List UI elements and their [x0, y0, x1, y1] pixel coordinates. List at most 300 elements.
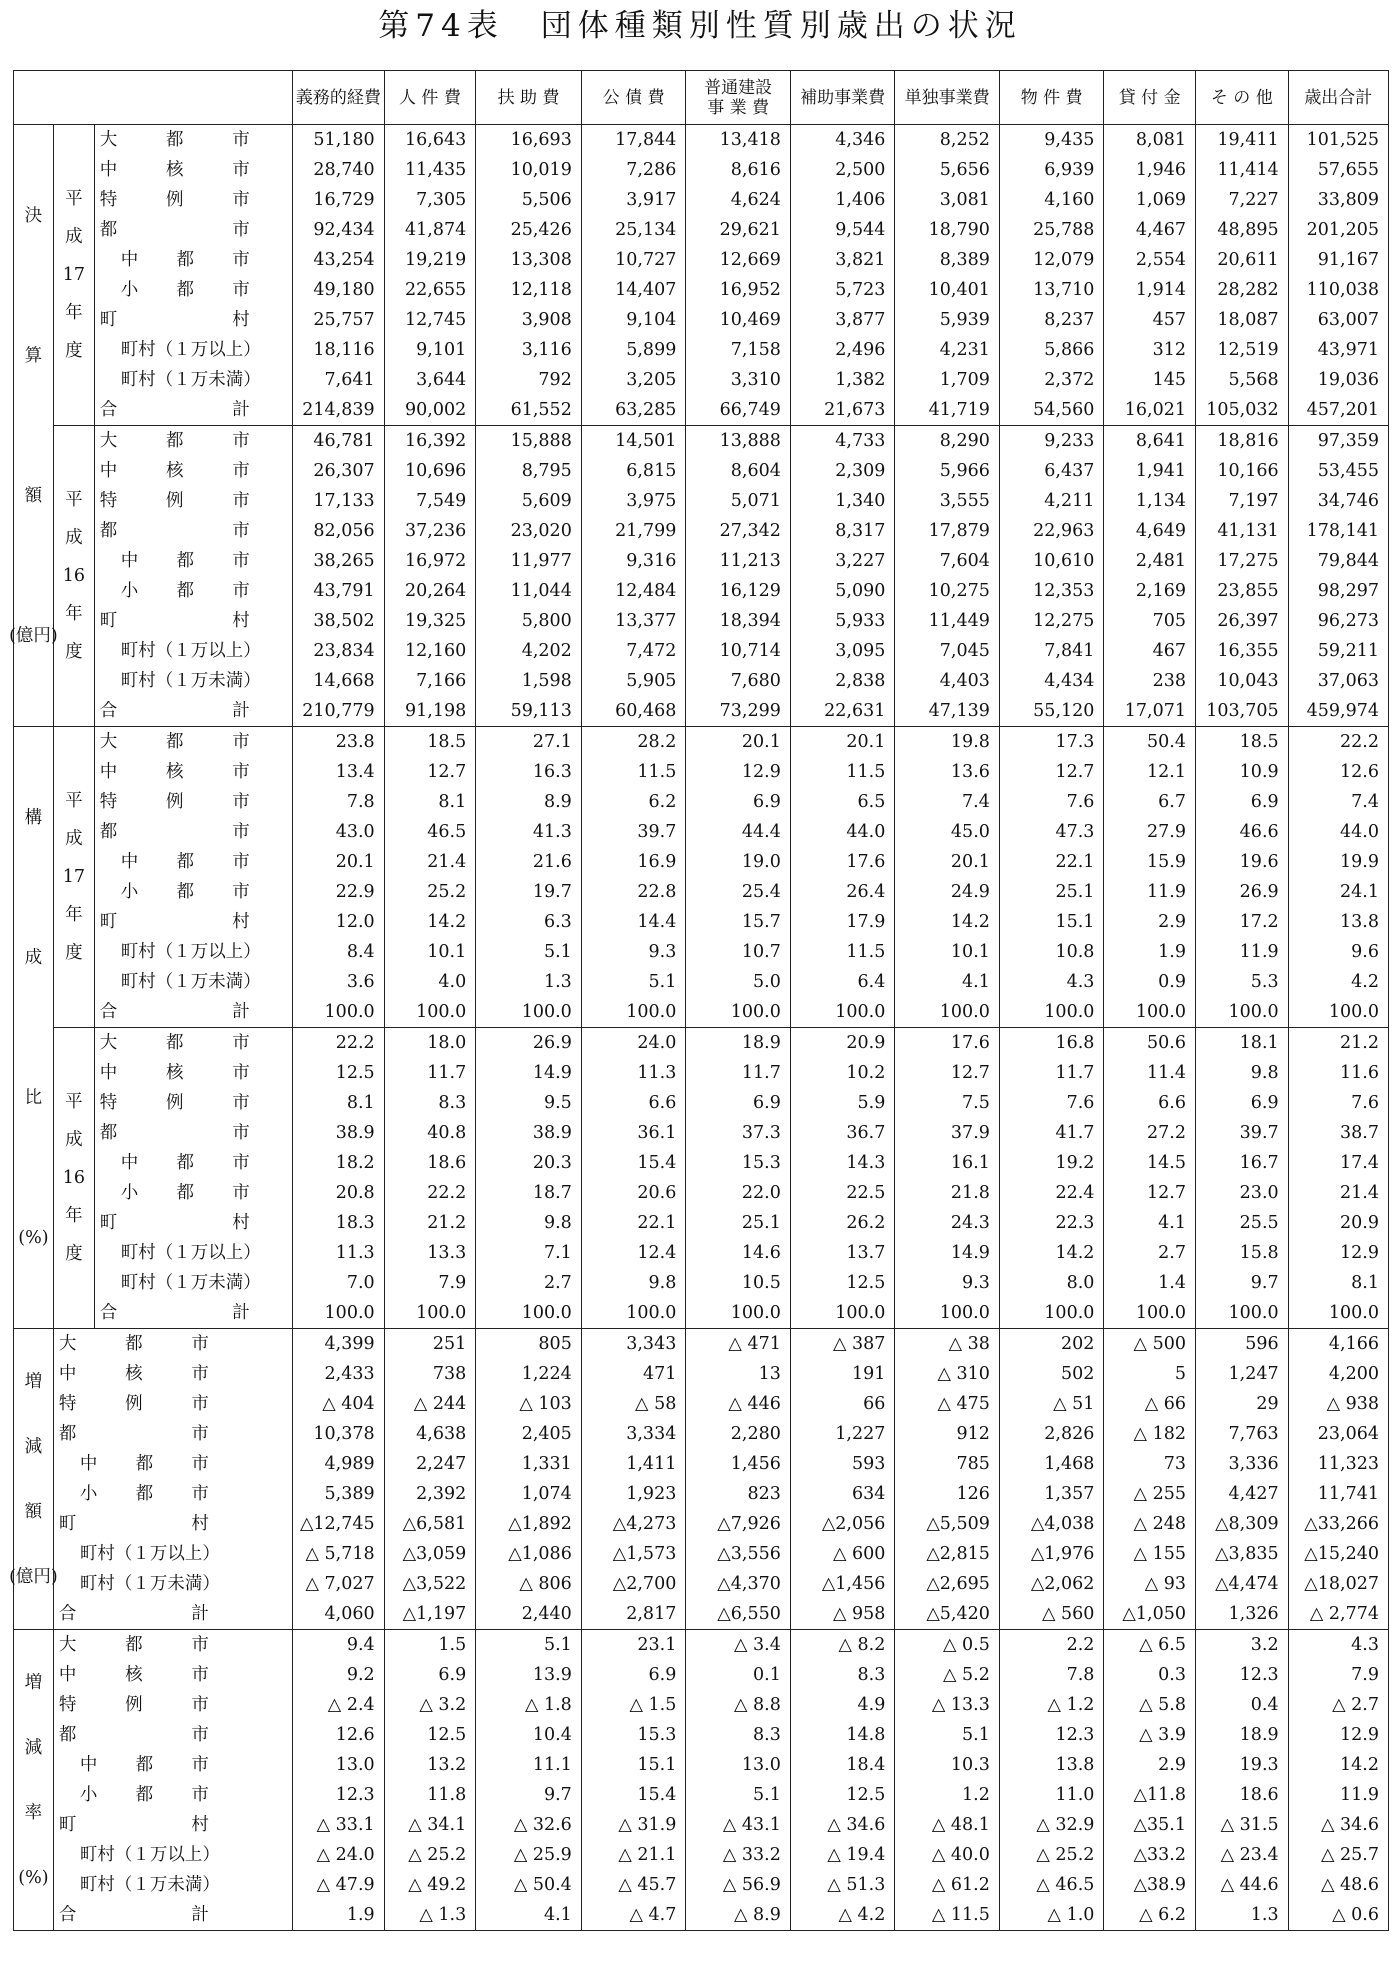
column-header: [790, 71, 895, 125]
row-label: [53, 1569, 292, 1599]
value-cell: 9.4: [293, 1630, 385, 1661]
row-label-text: 中 都 市: [120, 852, 250, 872]
table-row: [14, 1900, 1389, 1931]
value-cell: 25.1: [999, 877, 1104, 907]
table-row: [14, 546, 1389, 576]
value-cell: △ 0.6: [1288, 1900, 1388, 1931]
table-row: [14, 1780, 1389, 1810]
value-cell: 6.9: [686, 1088, 791, 1118]
year-label-text-char: 成: [65, 829, 83, 849]
row-label-text: 大 都 市: [99, 1033, 250, 1053]
value-cell: 18.6: [384, 1148, 476, 1178]
value-cell: △2,700: [581, 1569, 686, 1599]
row-label: [94, 606, 292, 636]
value-cell: 5.1: [895, 1720, 1000, 1750]
value-cell: 5.1: [686, 1780, 791, 1810]
value-cell: 23.0: [1195, 1178, 1288, 1208]
year-label-text-char: 度: [65, 341, 83, 361]
row-label: [94, 426, 292, 457]
value-cell: 22.5: [790, 1178, 895, 1208]
value-cell: 5,800: [476, 606, 582, 636]
value-cell: 100.0: [1104, 1298, 1196, 1329]
table-row: [14, 1690, 1389, 1720]
value-cell: 100.0: [895, 997, 1000, 1028]
value-cell: 22,655: [384, 275, 476, 305]
value-cell: 2.2: [999, 1630, 1104, 1661]
value-cell: 2.9: [1104, 1750, 1196, 1780]
row-label: [53, 1419, 292, 1449]
value-cell: △ 31.9: [581, 1810, 686, 1840]
value-cell: 20,264: [384, 576, 476, 606]
row-label: [94, 997, 292, 1028]
table-row: [14, 1539, 1389, 1569]
value-cell: 18.1: [1195, 1028, 1288, 1059]
row-label: [53, 1630, 292, 1661]
value-cell: 9,101: [384, 335, 476, 365]
value-cell: 9,435: [999, 125, 1104, 156]
value-cell: 21.6: [476, 847, 582, 877]
value-cell: 26.9: [1195, 877, 1288, 907]
value-cell: 11.3: [293, 1238, 385, 1268]
value-cell: 6.6: [1104, 1088, 1196, 1118]
value-cell: 63,285: [581, 395, 686, 426]
value-cell: 2,433: [293, 1359, 385, 1389]
value-cell: 19.9: [1288, 847, 1388, 877]
value-cell: △ 1.8: [476, 1690, 582, 1720]
value-cell: 66: [790, 1389, 895, 1419]
row-label: [94, 757, 292, 787]
value-cell: 100.0: [895, 1298, 1000, 1329]
value-cell: 4,733: [790, 426, 895, 457]
value-cell: △ 46.5: [999, 1870, 1104, 1900]
value-cell: 4,467: [1104, 215, 1196, 245]
value-cell: 13.3: [384, 1238, 476, 1268]
row-label: [53, 1870, 292, 1900]
value-cell: 10,378: [293, 1419, 385, 1449]
section-label-text-char: 額: [24, 1501, 43, 1522]
value-cell: 96,273: [1288, 606, 1388, 636]
value-cell: 40.8: [384, 1118, 476, 1148]
value-cell: 738: [384, 1359, 476, 1389]
row-label: [53, 1599, 292, 1630]
value-cell: 5.0: [686, 967, 791, 997]
value-cell: 21.4: [384, 847, 476, 877]
value-cell: 11.5: [790, 757, 895, 787]
value-cell: △12,745: [293, 1509, 385, 1539]
value-cell: 15.8: [1195, 1238, 1288, 1268]
value-cell: △ 1.5: [581, 1690, 686, 1720]
value-cell: 5,966: [895, 456, 1000, 486]
value-cell: 8.1: [384, 787, 476, 817]
value-cell: 9.3: [895, 1268, 1000, 1298]
value-cell: △7,926: [686, 1509, 791, 1539]
table-row: [14, 215, 1389, 245]
row-label: [94, 666, 292, 696]
value-cell: 15.7: [686, 907, 791, 937]
value-cell: 41.7: [999, 1118, 1104, 1148]
row-label-text: 町村（１万以上）: [120, 340, 261, 360]
table-row: [14, 305, 1389, 335]
value-cell: △ 25.2: [384, 1840, 476, 1870]
row-label-text: 町 村: [99, 310, 250, 330]
table-row: [14, 666, 1389, 696]
value-cell: △ 244: [384, 1389, 476, 1419]
table-row: [14, 1569, 1389, 1599]
value-cell: 16,729: [293, 185, 385, 215]
value-cell: △38.9: [1104, 1870, 1196, 1900]
value-cell: 9.2: [293, 1660, 385, 1690]
value-cell: 23.8: [293, 727, 385, 758]
year-label-text-char: 年: [65, 1206, 83, 1226]
value-cell: 100.0: [999, 1298, 1104, 1329]
value-cell: △ 58: [581, 1389, 686, 1419]
row-label: [94, 1148, 292, 1178]
row-label-text: 町 村: [99, 611, 250, 631]
value-cell: 7.6: [1288, 1088, 1388, 1118]
table-row: [14, 275, 1389, 305]
row-label: [94, 1118, 292, 1148]
row-label: [94, 395, 292, 426]
value-cell: 4.0: [384, 967, 476, 997]
section-label-text-char: 決: [24, 205, 43, 226]
value-cell: △5,420: [895, 1599, 1000, 1630]
value-cell: △ 49.2: [384, 1870, 476, 1900]
value-cell: 12,275: [999, 606, 1104, 636]
value-cell: 14.8: [790, 1720, 895, 1750]
value-cell: 10.4: [476, 1720, 582, 1750]
value-cell: 11,323: [1288, 1449, 1388, 1479]
row-label: [94, 937, 292, 967]
year-label-text-char: 年: [65, 905, 83, 925]
table-row: [14, 1840, 1389, 1870]
value-cell: 17,275: [1195, 546, 1288, 576]
row-label-text: 中 核 市: [99, 1063, 250, 1083]
value-cell: 11.4: [1104, 1058, 1196, 1088]
value-cell: 38.9: [476, 1118, 582, 1148]
value-cell: 11,449: [895, 606, 1000, 636]
value-cell: 19.7: [476, 877, 582, 907]
year-label-text-char: 16: [62, 1168, 85, 1188]
value-cell: 47,139: [895, 696, 1000, 727]
value-cell: 17.2: [1195, 907, 1288, 937]
value-cell: 55,120: [999, 696, 1104, 727]
value-cell: 26,307: [293, 456, 385, 486]
value-cell: 14,501: [581, 426, 686, 457]
section-label: [14, 1630, 54, 1931]
value-cell: △ 1.0: [999, 1900, 1104, 1931]
value-cell: 25.1: [686, 1208, 791, 1238]
row-label-text: 町村（１万以上）: [79, 1544, 220, 1564]
value-cell: △ 33.2: [686, 1840, 791, 1870]
value-cell: 22,963: [999, 516, 1104, 546]
value-cell: 11,414: [1195, 155, 1288, 185]
value-cell: 4,403: [895, 666, 1000, 696]
value-cell: 29: [1195, 1389, 1288, 1419]
value-cell: △ 4.7: [581, 1900, 686, 1931]
value-cell: 46.6: [1195, 817, 1288, 847]
value-cell: △1,976: [999, 1539, 1104, 1569]
value-cell: 13: [686, 1359, 791, 1389]
row-label-text: 都 市: [99, 822, 250, 842]
value-cell: 6.9: [384, 1660, 476, 1690]
value-cell: 10,043: [1195, 666, 1288, 696]
value-cell: 11.3: [581, 1058, 686, 1088]
value-cell: 251: [384, 1329, 476, 1360]
value-cell: △1,573: [581, 1539, 686, 1569]
value-cell: △ 21.1: [581, 1840, 686, 1870]
table-row: [14, 937, 1389, 967]
value-cell: 3,205: [581, 365, 686, 395]
value-cell: 5,506: [476, 185, 582, 215]
value-cell: △ 48.6: [1288, 1870, 1388, 1900]
value-cell: 17,879: [895, 516, 1000, 546]
value-cell: 15.1: [581, 1750, 686, 1780]
value-cell: 39.7: [581, 817, 686, 847]
year-label-text-char: 成: [65, 528, 83, 548]
value-cell: 3,116: [476, 335, 582, 365]
value-cell: 11,977: [476, 546, 582, 576]
value-cell: 12.9: [1288, 1238, 1388, 1268]
section-label-text: [9, 146, 58, 706]
value-cell: 12.3: [1195, 1660, 1288, 1690]
table-row: [14, 426, 1389, 457]
row-label-text: 町村（１万未満）: [79, 1574, 220, 1594]
value-cell: 15.4: [581, 1148, 686, 1178]
value-cell: 6.9: [1195, 1088, 1288, 1118]
value-cell: 10.2: [790, 1058, 895, 1088]
value-cell: 8,604: [686, 456, 791, 486]
value-cell: 3,908: [476, 305, 582, 335]
value-cell: 13.2: [384, 1750, 476, 1780]
value-cell: 3,334: [581, 1419, 686, 1449]
value-cell: 41,874: [384, 215, 476, 245]
value-cell: 16,392: [384, 426, 476, 457]
table-row: [14, 787, 1389, 817]
column-header: [293, 71, 385, 125]
value-cell: 5,899: [581, 335, 686, 365]
value-cell: 2,496: [790, 335, 895, 365]
value-cell: 3,877: [790, 305, 895, 335]
value-cell: 10.1: [895, 937, 1000, 967]
row-label-text: 町 村: [99, 1213, 250, 1233]
value-cell: 20.3: [476, 1148, 582, 1178]
value-cell: 97,359: [1288, 426, 1388, 457]
section-label-text-char: 算: [24, 345, 43, 366]
value-cell: 39.7: [1195, 1118, 1288, 1148]
value-cell: 1.9: [293, 1900, 385, 1931]
value-cell: 41.3: [476, 817, 582, 847]
value-cell: 14.2: [999, 1238, 1104, 1268]
value-cell: 33,809: [1288, 185, 1388, 215]
value-cell: 24.3: [895, 1208, 1000, 1238]
row-label: [94, 696, 292, 727]
value-cell: 11.9: [1104, 877, 1196, 907]
value-cell: 16.7: [1195, 1148, 1288, 1178]
value-cell: 18.9: [686, 1028, 791, 1059]
value-cell: 46.5: [384, 817, 476, 847]
value-cell: △ 5,718: [293, 1539, 385, 1569]
section-label-text-char: 成: [24, 947, 43, 968]
value-cell: 4.3: [999, 967, 1104, 997]
value-cell: △1,892: [476, 1509, 582, 1539]
value-cell: 4,346: [790, 125, 895, 156]
year-label-text-char: 17: [62, 867, 85, 887]
value-cell: 4.1: [476, 1900, 582, 1931]
value-cell: 596: [1195, 1329, 1288, 1360]
value-cell: 0.3: [1104, 1660, 1196, 1690]
value-cell: 37.9: [895, 1118, 1000, 1148]
row-label: [94, 1208, 292, 1238]
row-label: [94, 456, 292, 486]
value-cell: △5,509: [895, 1509, 1000, 1539]
value-cell: 2,392: [384, 1479, 476, 1509]
value-cell: 47.3: [999, 817, 1104, 847]
section-label: [9, 1329, 58, 1630]
row-label: [53, 1479, 292, 1509]
value-cell: 8.4: [293, 937, 385, 967]
value-cell: 9,544: [790, 215, 895, 245]
year-label-text: [54, 782, 94, 972]
value-cell: 100.0: [790, 1298, 895, 1329]
value-cell: 19,411: [1195, 125, 1288, 156]
column-header-text: 義務的経費: [295, 87, 381, 108]
table-row: [14, 1720, 1389, 1750]
row-label: [94, 1298, 292, 1329]
value-cell: △1,050: [1104, 1599, 1196, 1630]
value-cell: 201,205: [1288, 215, 1388, 245]
value-cell: 178,141: [1288, 516, 1388, 546]
value-cell: 12.3: [999, 1720, 1104, 1750]
value-cell: 12,484: [581, 576, 686, 606]
value-cell: 19,036: [1288, 365, 1388, 395]
value-cell: 16,021: [1104, 395, 1196, 426]
row-label-text: 中 核 市: [99, 160, 250, 180]
value-cell: 7,166: [384, 666, 476, 696]
value-cell: 18,816: [1195, 426, 1288, 457]
value-cell: △ 43.1: [686, 1810, 791, 1840]
row-label-text: 合 計: [99, 701, 250, 721]
row-label-text: 中 都 市: [120, 250, 250, 270]
value-cell: 6.4: [790, 967, 895, 997]
table-row: [14, 1178, 1389, 1208]
value-cell: 10,275: [895, 576, 1000, 606]
page-title: 第74表 団体種類別性質別歳出の状況: [378, 8, 1022, 44]
value-cell: 12,669: [686, 245, 791, 275]
value-cell: △6,581: [384, 1509, 476, 1539]
row-label-text: 特 例 市: [99, 792, 250, 812]
column-header: [581, 71, 686, 125]
value-cell: 43,971: [1288, 335, 1388, 365]
value-cell: 4.3: [1288, 1630, 1388, 1661]
value-cell: △ 25.9: [476, 1840, 582, 1870]
table-row: [14, 1118, 1389, 1148]
row-label-text: 合 計: [99, 1303, 250, 1323]
value-cell: △1,456: [790, 1569, 895, 1599]
value-cell: 8.9: [476, 787, 582, 817]
value-cell: 25,134: [581, 215, 686, 245]
value-cell: △ 48.1: [895, 1810, 1000, 1840]
value-cell: 9.8: [1195, 1058, 1288, 1088]
value-cell: 25,426: [476, 215, 582, 245]
value-cell: 22.1: [999, 847, 1104, 877]
value-cell: 16,129: [686, 576, 791, 606]
value-cell: △ 40.0: [895, 1840, 1000, 1870]
value-cell: 38,502: [293, 606, 385, 636]
row-label-text: 中 核 市: [99, 762, 250, 782]
section-label-text-char: 減: [24, 1737, 43, 1758]
value-cell: 3.2: [1195, 1630, 1288, 1661]
value-cell: 1,331: [476, 1449, 582, 1479]
value-cell: 2,169: [1104, 576, 1196, 606]
value-cell: 3,336: [1195, 1449, 1288, 1479]
value-cell: △ 6.5: [1104, 1630, 1196, 1661]
table-row: [14, 1630, 1389, 1661]
value-cell: 805: [476, 1329, 582, 1360]
value-cell: 44.0: [790, 817, 895, 847]
row-label: [94, 847, 292, 877]
value-cell: 13.7: [790, 1238, 895, 1268]
table-row: [14, 486, 1389, 516]
value-cell: △ 24.0: [293, 1840, 385, 1870]
value-cell: 8.1: [293, 1088, 385, 1118]
value-cell: △3,522: [384, 1569, 476, 1599]
value-cell: 8.3: [686, 1720, 791, 1750]
row-label-text: 町村（１万以上）: [79, 1845, 220, 1865]
value-cell: 11.5: [581, 757, 686, 787]
table-row: [14, 1419, 1389, 1449]
row-label-text: 町 村: [99, 912, 250, 932]
value-cell: 4,200: [1288, 1359, 1388, 1389]
row-label-text: 中 都 市: [79, 1755, 209, 1775]
value-cell: 100.0: [1104, 997, 1196, 1028]
value-cell: 18,087: [1195, 305, 1288, 335]
value-cell: 63,007: [1288, 305, 1388, 335]
year-label-text: [54, 481, 94, 671]
row-label: [94, 787, 292, 817]
value-cell: 22.3: [999, 1208, 1104, 1238]
value-cell: 9,104: [581, 305, 686, 335]
value-cell: 214,839: [293, 395, 385, 426]
value-cell: 4,624: [686, 185, 791, 215]
value-cell: 9.8: [581, 1268, 686, 1298]
value-cell: 22.8: [581, 877, 686, 907]
value-cell: 73: [1104, 1449, 1196, 1479]
column-header-text: 人 件 費: [399, 87, 461, 108]
value-cell: 7.0: [293, 1268, 385, 1298]
value-cell: 5,905: [581, 666, 686, 696]
value-cell: 20.1: [686, 727, 791, 758]
table-row: [14, 1208, 1389, 1238]
value-cell: 100.0: [293, 997, 385, 1028]
value-cell: 12.7: [384, 757, 476, 787]
value-cell: 145: [1104, 365, 1196, 395]
value-cell: 8,237: [999, 305, 1104, 335]
row-label-text: 中 核 市: [58, 1665, 209, 1685]
value-cell: 79,844: [1288, 546, 1388, 576]
value-cell: 8.0: [999, 1268, 1104, 1298]
row-label-text: 都 市: [58, 1725, 209, 1745]
value-cell: 17,844: [581, 125, 686, 156]
value-cell: 12.3: [293, 1780, 385, 1810]
value-cell: 15.9: [1104, 847, 1196, 877]
value-cell: △ 8.8: [686, 1690, 791, 1720]
row-label: [94, 516, 292, 546]
value-cell: 823: [686, 1479, 791, 1509]
value-cell: 10.5: [686, 1268, 791, 1298]
value-cell: △2,695: [895, 1569, 1000, 1599]
value-cell: 12.0: [293, 907, 385, 937]
value-cell: △ 8.2: [790, 1630, 895, 1661]
